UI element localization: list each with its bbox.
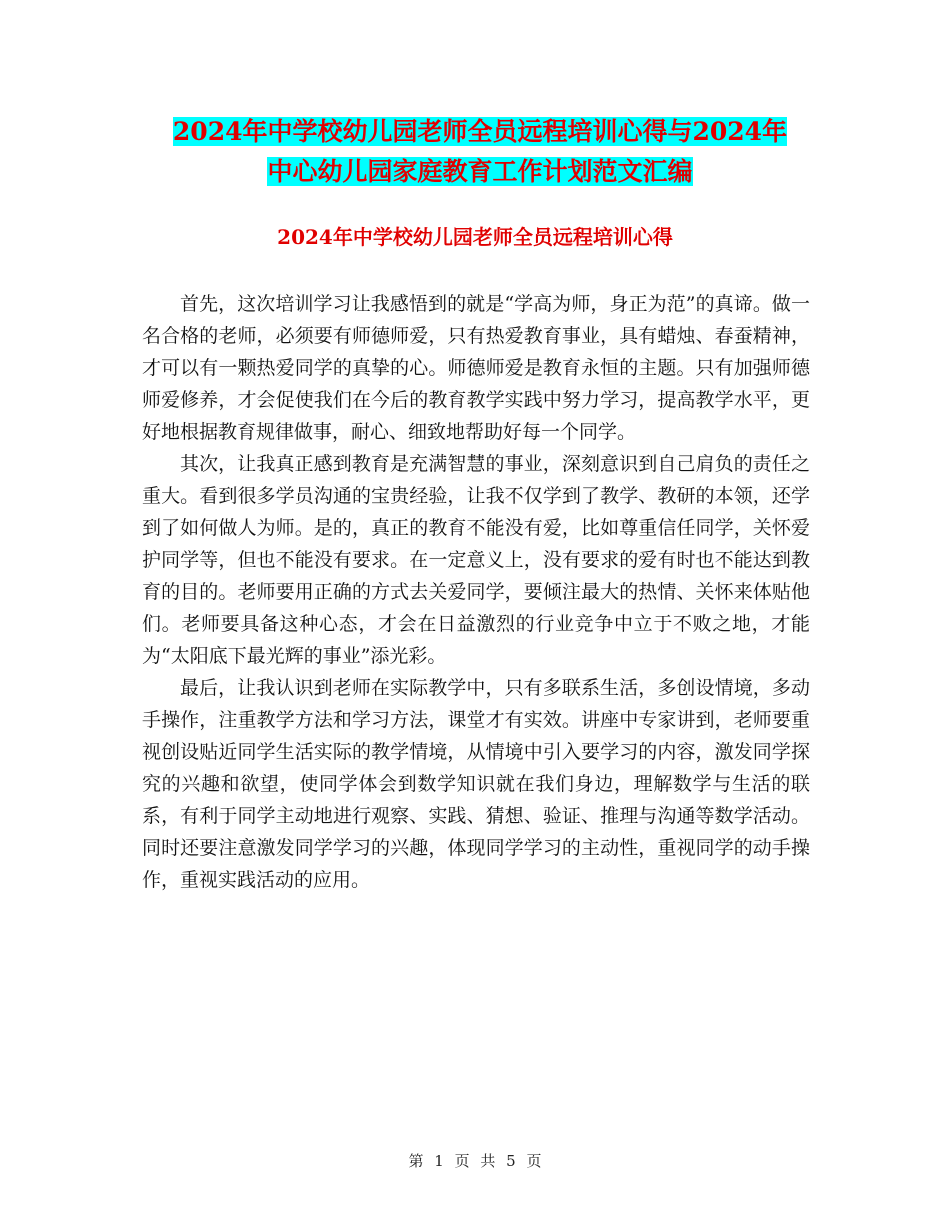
document-title xyxy=(140,112,820,192)
paragraph-1: 首先，这次培训学习让我感悟到的就是“学高为师，身正为范”的真谛。做一名合格的老师，必须要有师德师爱，只有热爱教育事业，具有蜡烛、春蚕精神，才可以有一颗热爱同学的真挚的心。师德师爱是教育永恒的主题。只有加强师德师爱修养，才会促使我们在今后的教育教学实践中努力学习，提高教学水平，更好地根据教育规律做事，耐心、细致地帮助好每一个同学。 xyxy=(142,293,810,443)
section-title: 2024年中学校幼儿园老师全员远程培训心得 xyxy=(277,225,673,249)
paragraph-3: 最后，让我认识到老师在实际教学中，只有多联系生活，多创设情境，多动手操作，注重教学方法和学习方法，课堂才有实效。讲座中专家讲到，老师要重视创设贴近同学生活实际的教学情境，从情境中引入要学习的内容，激发同学探究的兴趣和欲望，使同学体会到数学知识就在我们身边，理解数学与生活的联系，有利于同学主动地进行观察、实践、猜想、验证、推理与沟通等数学活动。同时还要注意激发同学学习的兴趣，体现同学学习的主动性，重视同学的动手操作，重视实践活动的应用。 xyxy=(142,677,810,891)
title-line-1: 2024年中学校幼儿园老师全员远程培训心得与2024年 xyxy=(172,117,788,146)
paragraph-2: 其次，让我真正感到教育是充满智慧的事业，深刻意识到自己肩负的责任之重大。看到很多学员沟通的宝贵经验，让我不仅学到了教学、教研的本领，还学到了如何做人为师。是的，真正的教育不能没有爱，比如尊重信任同学，关怀爱护同学等，但也不能没有要求。在一定意义上，没有要求的爱有时也不能达到教育的目的。老师要用正确的方式去关爱同学，要倾注最大的热情、关怀来体贴他们。老师要具备这种心态，才会在日益激烈的行业竞争中立于不败之地，才能为“太阳底下最光辉的事业”添光彩。 xyxy=(142,453,810,667)
page-footer: 第 1 页 共 5 页 xyxy=(408,1152,542,1170)
document-body xyxy=(142,288,810,896)
title-line-2: 中心幼儿园家庭教育工作计划范文汇编 xyxy=(267,157,693,186)
